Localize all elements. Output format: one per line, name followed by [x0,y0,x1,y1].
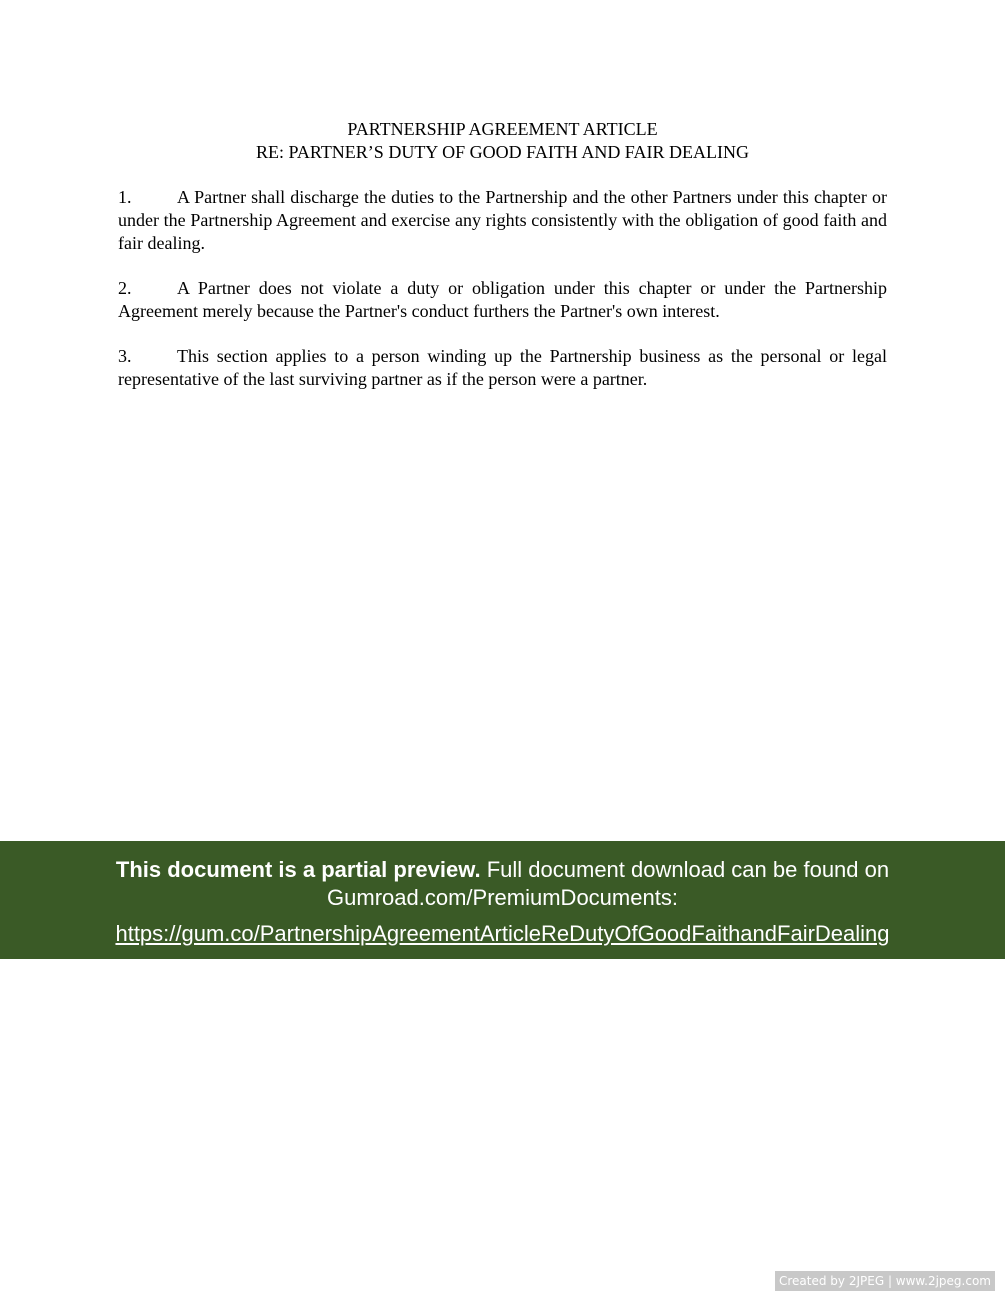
paragraph-number: 1. [118,187,132,207]
paragraph-3 [118,345,887,391]
document-title: PARTNERSHIP AGREEMENT ARTICLE [347,119,658,139]
document-subtitle: RE: PARTNER’S DUTY OF GOOD FAITH AND FAIR DEALING [256,142,749,162]
paragraph-1 [118,186,887,255]
preview-notice-bold: This document is a partial preview. [115,857,481,882]
paragraph-2 [118,277,887,323]
watermark: Created by 2JPEG | www.2jpeg.com [775,1271,995,1291]
paragraph-number: 3. [118,346,132,366]
paragraph-text: A Partner does not violate a duty or obligation under this chapter or under the Partnership Agreement merely because the Partner's conduct furthers the Partner's own interest. [118,278,887,321]
preview-notice [0,856,1005,912]
document-body [118,186,887,413]
download-link[interactable]: https://gum.co/PartnershipAgreementArticleReDutyOfGoodFaithandFairDealing [115,921,890,946]
preview-notice-text: Full document download can be found on Gumroad.com/PremiumDocuments: [327,857,890,910]
paragraph-text: A Partner shall discharge the duties to the Partnership and the other Partners under this chapter or under the Partnership Agreement and exercise any rights consistently with the obligation of good faith and fair dealing. [118,187,887,253]
preview-banner [0,841,1005,959]
paragraph-text: This section applies to a person winding up the Partnership business as the personal or legal representative of the last surviving partner as if the person were a partner. [118,346,887,389]
document-heading [0,118,1005,164]
paragraph-number: 2. [118,278,132,298]
